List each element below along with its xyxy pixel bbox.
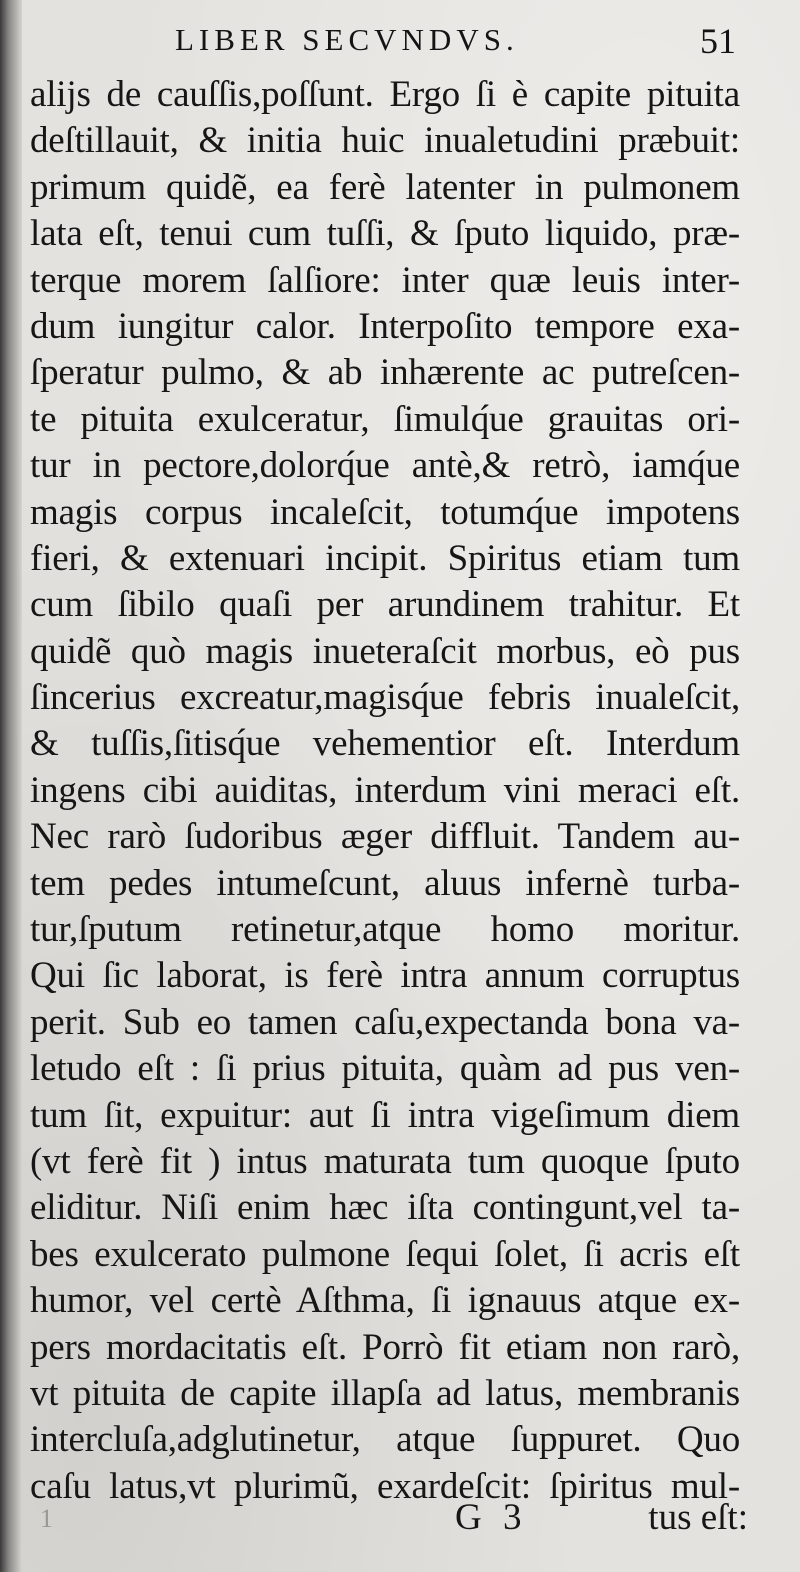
page-footer: [0, 1490, 800, 1550]
text-line: terque morem ſalſiore: inter quæ leuis inter-: [30, 259, 740, 301]
text-line: caſu latus,vt plurimũ, exardeſcit: ſpiritus mul-: [30, 1465, 740, 1507]
text-line: letudo eſt : ſi prius pituita, quàm ad pus ven-: [30, 1048, 740, 1090]
text-line: alijs de cauſſis,poſſunt. Ergo ſi è capite pituita: [30, 74, 740, 115]
signature-mark: G 3: [455, 1497, 528, 1538]
text-line: humor, vel certè Aſthma, ſi ignauus atque ex-: [30, 1280, 740, 1322]
text-line: ingens cibi auiditas, interdum vini meraci eſt.: [30, 769, 740, 811]
text-line: lata eſt, tenui cum tuſſi, & ſputo liquido, præ-: [30, 213, 740, 255]
text-line: vt pituita de capite illapſa ad latus, membranis: [30, 1372, 740, 1414]
text-line: & tuſſis,ſitisq́ue vehementior eſt. Interdum: [30, 723, 740, 765]
text-line: ſperatur pulmo, & ab inhærente ac putreſcen-: [30, 352, 740, 394]
text-line: pers mordacitatis eſt. Porrò fit etiam non rarò,: [30, 1326, 740, 1368]
text-line: cum ſibilo quaſi per arundinem trahitur. Et: [30, 584, 740, 626]
page-gutter-shadow: [0, 0, 22, 1572]
text-line: bes exulcerato pulmone ſequi ſolet, ſi acris eſt: [30, 1233, 740, 1275]
text-line: magis corpus incaleſcit, totumq́ue impotens: [30, 491, 740, 533]
text-line: te pituita exulceratur, ſimulq́ue grauitas ori-: [30, 398, 740, 440]
text-line: quidẽ quò magis inueteraſcit morbus, eò pus: [30, 630, 740, 672]
text-line: Qui ſic laborat, is ferè intra annum corruptus: [30, 955, 740, 997]
page-number: 51: [700, 21, 736, 61]
text-line: tur,ſputum retinetur,atque homo moritur.: [30, 909, 740, 951]
catchword: tus eſt:: [648, 1497, 748, 1538]
page-header: [0, 16, 800, 70]
text-line: dum iungitur calor. Interpoſito tempore exa-: [30, 305, 740, 347]
text-line: tum ſit, expuitur: aut ſi intra vigeſimum diem: [30, 1094, 740, 1136]
text-line: eliditur. Niſi enim hæc iſta contingunt,vel ta-: [30, 1187, 740, 1229]
text-line: fieri, & extenuari incipit. Spiritus etiam tum: [30, 537, 740, 579]
text-line: perit. Sub eo tamen caſu,expectanda bona va-: [30, 1001, 740, 1043]
body-text: [30, 72, 740, 1510]
text-line: intercluſa,adglutinetur, atque ſuppuret. Quo: [30, 1419, 740, 1461]
text-line: ſincerius excreatur,magisq́ue febris inualeſcit,: [30, 677, 740, 719]
text-line: (vt ferè fit ) intus maturata tum quoque ſputo: [30, 1140, 740, 1182]
bleed-through-mark: 1: [40, 1504, 53, 1533]
text-line: Nec rarò ſudoribus æger diffluit. Tandem au-: [30, 816, 740, 858]
running-head: LIBER SECVNDVS.: [175, 22, 519, 57]
text-line: tur in pectore,dolorq́ue antè,& retrò, iamq́ue: [30, 445, 740, 487]
text-line: tem pedes intumeſcunt, aluus infernè turba-: [30, 862, 740, 904]
text-line: deſtillauit, & initia huic inualetudini præbuit:: [30, 120, 740, 162]
text-line: primum quidẽ, ea ferè latenter in pulmonem: [30, 166, 740, 208]
